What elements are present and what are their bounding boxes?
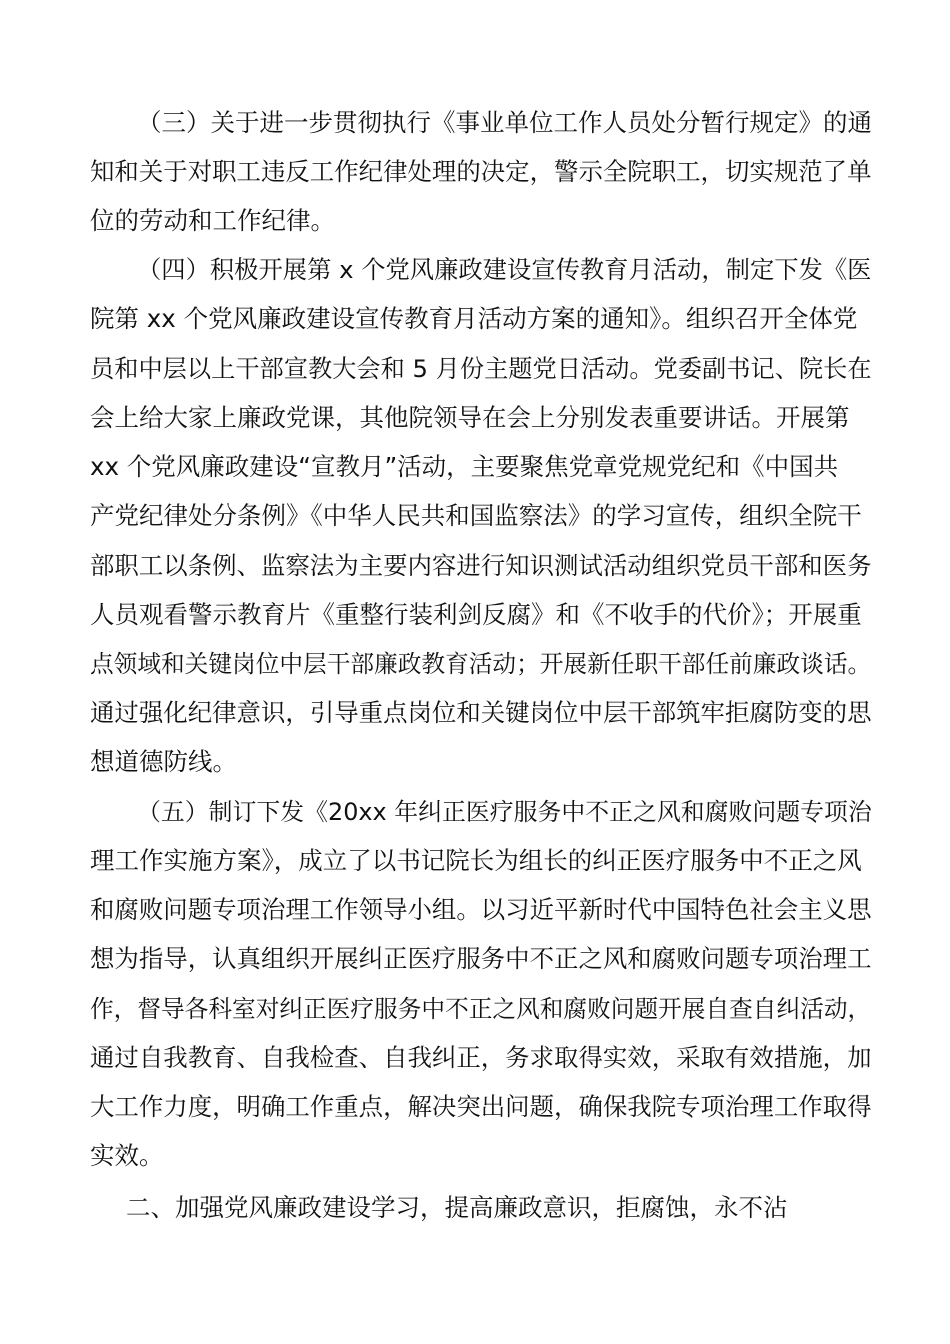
text-line: 点领域和关键岗位中层干部廉政教育活动；开展新任职干部任前廉政谈话。 xyxy=(90,650,872,678)
text-line: 部职工以条例、监察法为主要内容进行知识测试活动组织党员干部和医务 xyxy=(90,551,872,580)
text-line: 和腐败问题专项治理工作领导小组。以习近平新时代中国特色社会主义思 xyxy=(90,895,872,924)
text-line: （四）积极开展第 x 个党风廉政建设宣传教育月活动，制定下发《医 xyxy=(137,255,872,284)
text-line: 想为指导，认真组织开展纠正医疗服务中不正之风和腐败问题专项治理工 xyxy=(90,944,872,973)
text-line: 院第 xx 个党风廉政建设宣传教育月活动方案的通知》。组织召开全体党 xyxy=(90,304,858,333)
text-line: 通过强化纪律意识，引导重点岗位和关键岗位中层干部筑牢拒腐防变的思 xyxy=(90,698,872,727)
text-line: 想道德防线。 xyxy=(90,747,237,776)
text-line: 实效。 xyxy=(90,1141,164,1170)
text-line: 知和关于对职工违反工作纪律处理的决定，警示全院职工，切实规范了单 xyxy=(90,157,872,186)
section-heading-text: 二、加强党风廉政建设学习，提高廉政意识，拒腐蚀，永不沾 xyxy=(126,1193,788,1222)
text-line: 作，督导各科室对纠正医疗服务中不正之风和腐败问题开展自查自纠活动， xyxy=(90,995,872,1023)
text-line: 理工作实施方案》，成立了以书记院长为组长的纠正医疗服务中不正之风 xyxy=(90,846,862,875)
text-line: （三）关于进一步贯彻执行《事业单位工作人员处分暂行规定》的通 xyxy=(137,108,872,137)
text-line: 人员观看警示教育片《重整行装利剑反腐》和《不收手的代价》；开展重 xyxy=(90,600,862,629)
text-line: 通过自我教育、自我检查、自我纠正，务求取得实效，采取有效措施，加 xyxy=(90,1043,872,1072)
text-line: 员和中层以上干部宣教大会和 5 月份主题党日活动。党委副书记、院长在 xyxy=(90,355,872,383)
text-line: xx 个党风廉政建设“宣教月”活动，主要聚焦党章党规党纪和《中国共 xyxy=(90,452,839,481)
text-line: （五）制订下发《20xx 年纠正医疗服务中不正之风和腐败问题专项治 xyxy=(137,798,872,826)
text-line: 大工作力度，明确工作重点，解决突出问题，确保我院专项治理工作取得 xyxy=(90,1092,872,1121)
text-line: 位的劳动和工作纪律。 xyxy=(90,206,335,235)
text-line: 会上给大家上廉政党课，其他院领导在会上分别发表重要讲话。开展第 xyxy=(90,403,850,432)
text-line: 产党纪律处分条例》《中华人民共和国监察法》的学习宣传，组织全院干 xyxy=(90,501,862,530)
